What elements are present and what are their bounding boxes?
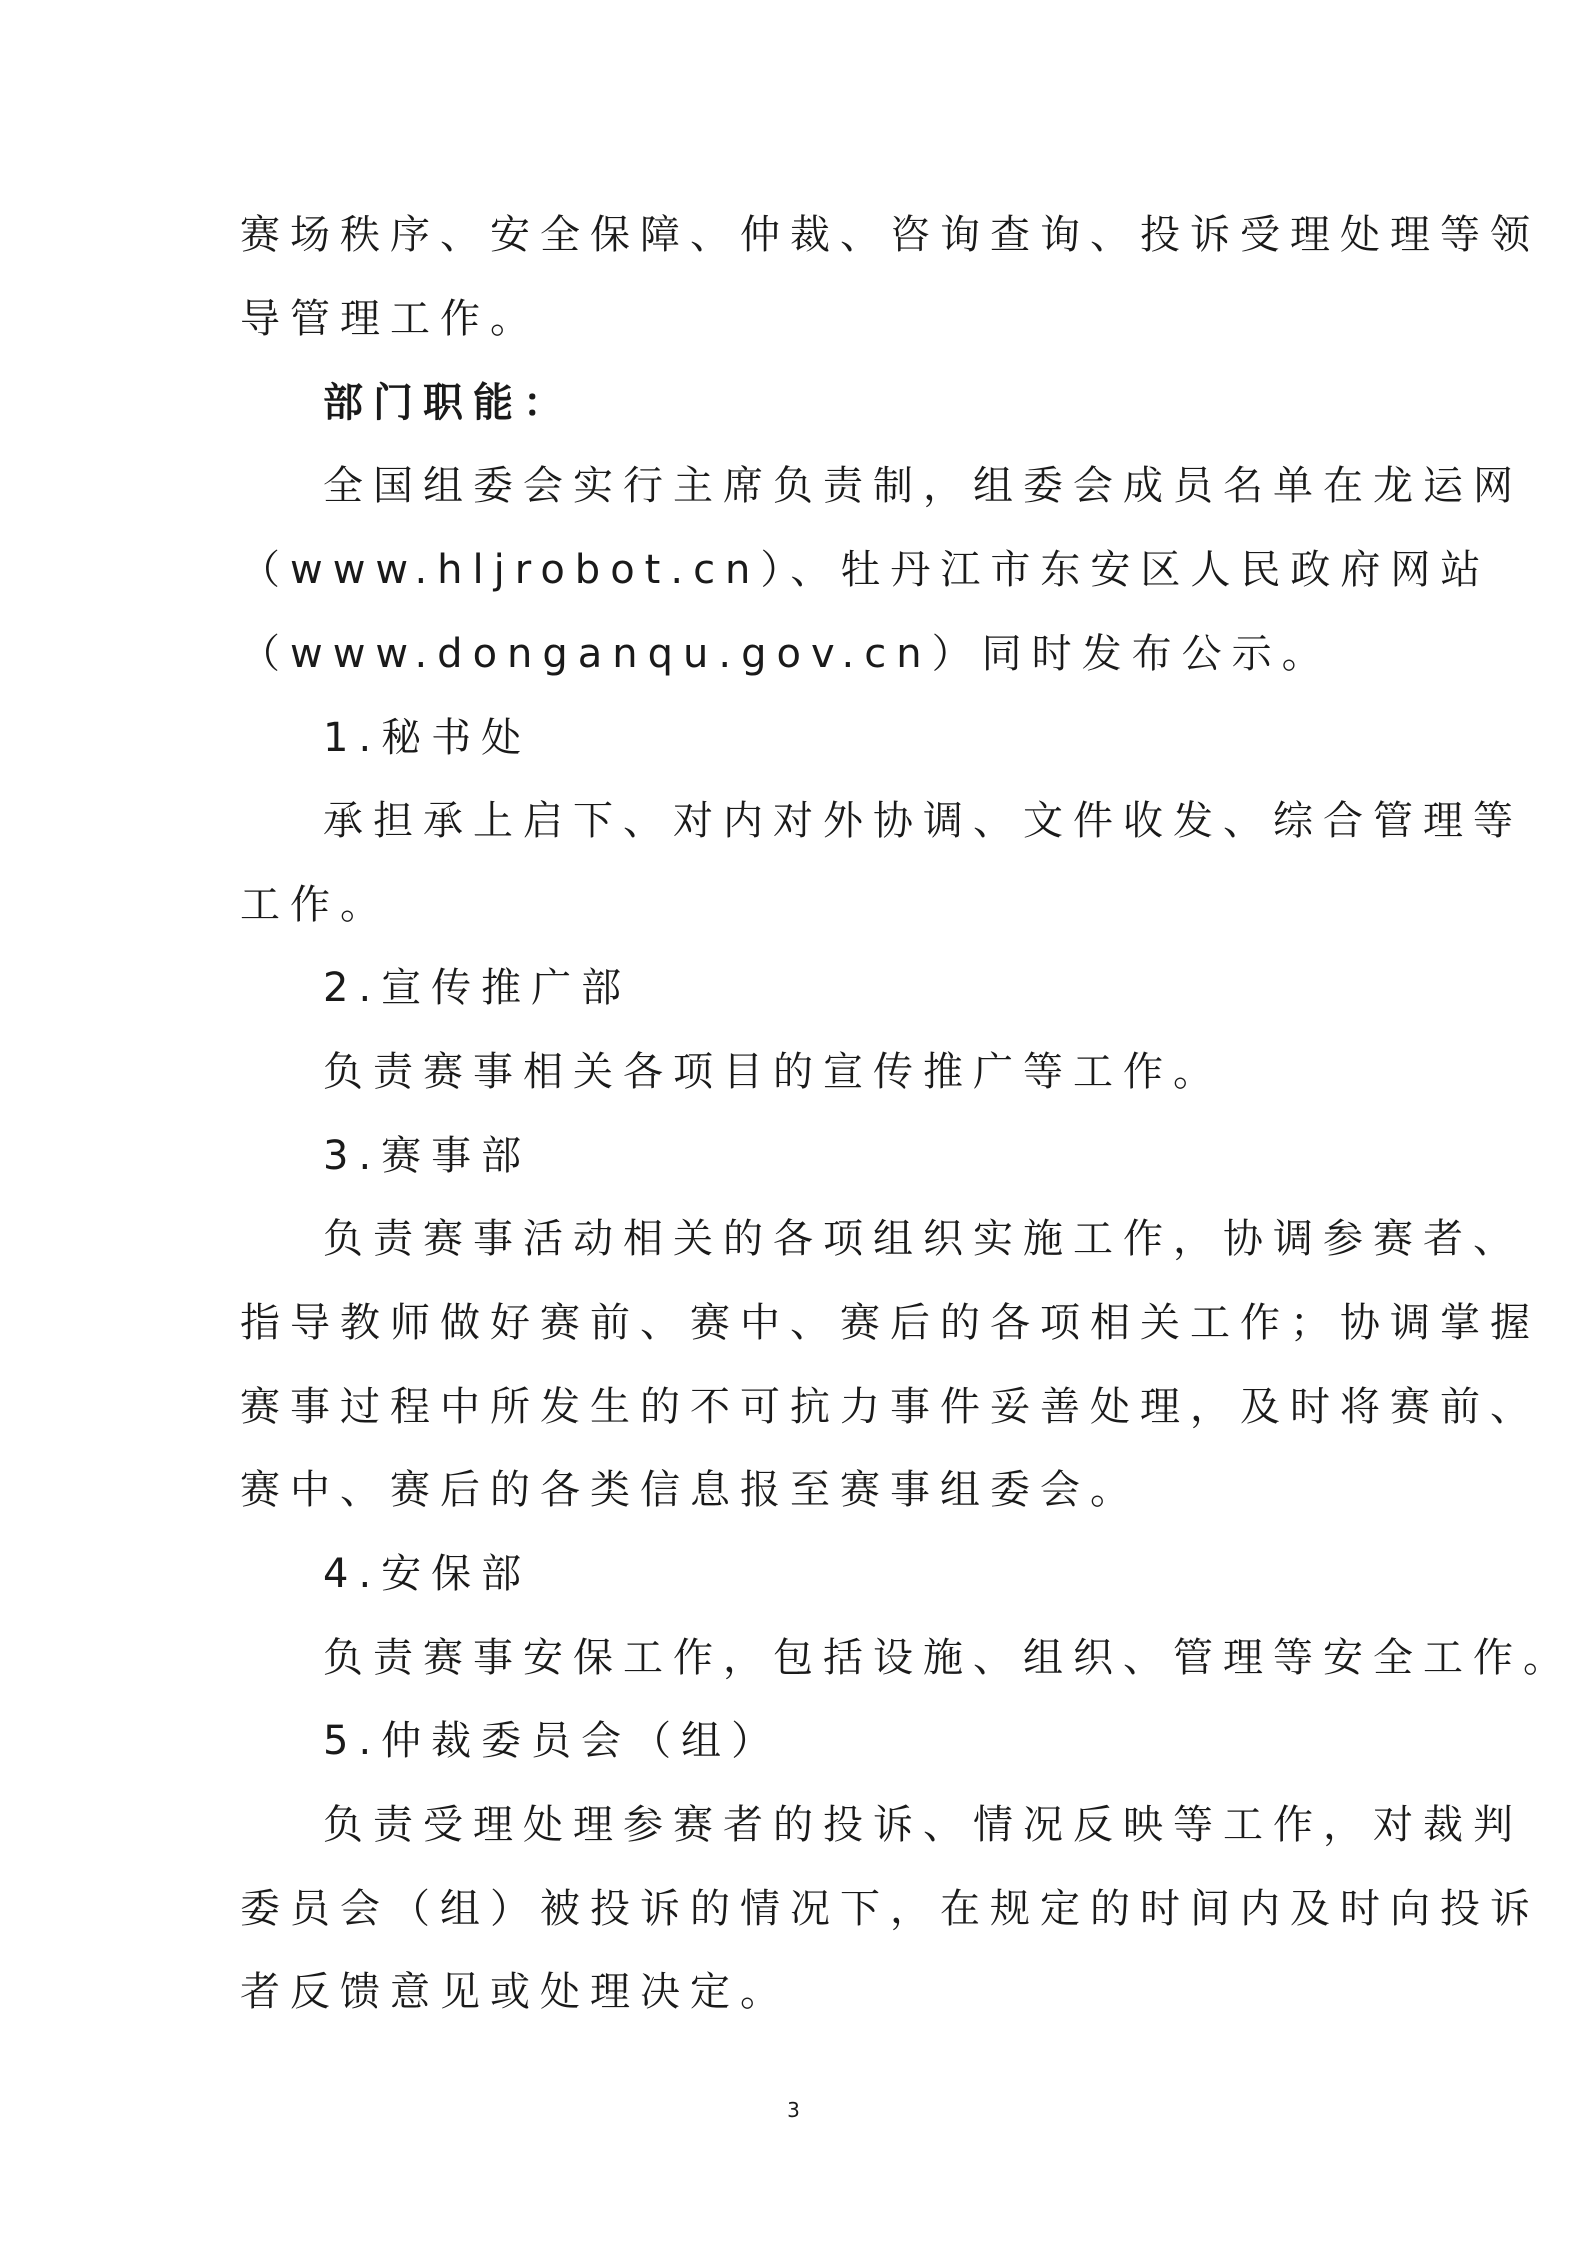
body-text-line: 赛事过程中所发生的不可抗力事件妥善处理，及时将赛前、 xyxy=(240,1384,1540,1430)
item-heading: 5.仲裁委员会（组） xyxy=(323,1718,782,1764)
body-text-line: 负责赛事活动相关的各项组织实施工作，协调参赛者、 xyxy=(323,1216,1523,1262)
body-text-line: 导管理工作。 xyxy=(240,296,540,342)
body-text-line: 负责受理处理参赛者的投诉、情况反映等工作，对裁判 xyxy=(323,1802,1523,1848)
body-text-line: 承担承上启下、对内对外协调、文件收发、综合管理等 xyxy=(323,798,1523,844)
section-heading: 部门职能： xyxy=(323,380,573,426)
item-heading: 2.宣传推广部 xyxy=(323,965,632,1011)
body-text-line: （www.hljrobot.cn）、牡丹江市东安区人民政府网站 xyxy=(240,547,1491,593)
item-heading: 4.安保部 xyxy=(323,1551,532,1597)
body-text-line: 者反馈意见或处理决定。 xyxy=(240,1969,790,2015)
body-text-line: 赛场秩序、安全保障、仲裁、咨询查询、投诉受理处理等领 xyxy=(240,212,1540,258)
item-heading: 3.赛事部 xyxy=(323,1133,532,1179)
body-text-line: 负责赛事安保工作，包括设施、组织、管理等安全工作。 xyxy=(323,1635,1573,1681)
page-number: 3 xyxy=(787,2098,800,2122)
body-text-line: （www.donganqu.gov.cn）同时发布公示。 xyxy=(240,631,1332,677)
item-heading: 1.秘书处 xyxy=(323,715,532,761)
body-text-line: 指导教师做好赛前、赛中、赛后的各项相关工作；协调掌握 xyxy=(240,1300,1540,1346)
body-text-line: 委员会（组）被投诉的情况下，在规定的时间内及时向投诉 xyxy=(240,1886,1540,1932)
body-text-line: 负责赛事相关各项目的宣传推广等工作。 xyxy=(323,1049,1223,1095)
body-text-line: 工作。 xyxy=(240,882,390,928)
body-text-line: 赛中、赛后的各类信息报至赛事组委会。 xyxy=(240,1467,1140,1513)
body-text-line: 全国组委会实行主席负责制，组委会成员名单在龙运网 xyxy=(323,463,1523,509)
